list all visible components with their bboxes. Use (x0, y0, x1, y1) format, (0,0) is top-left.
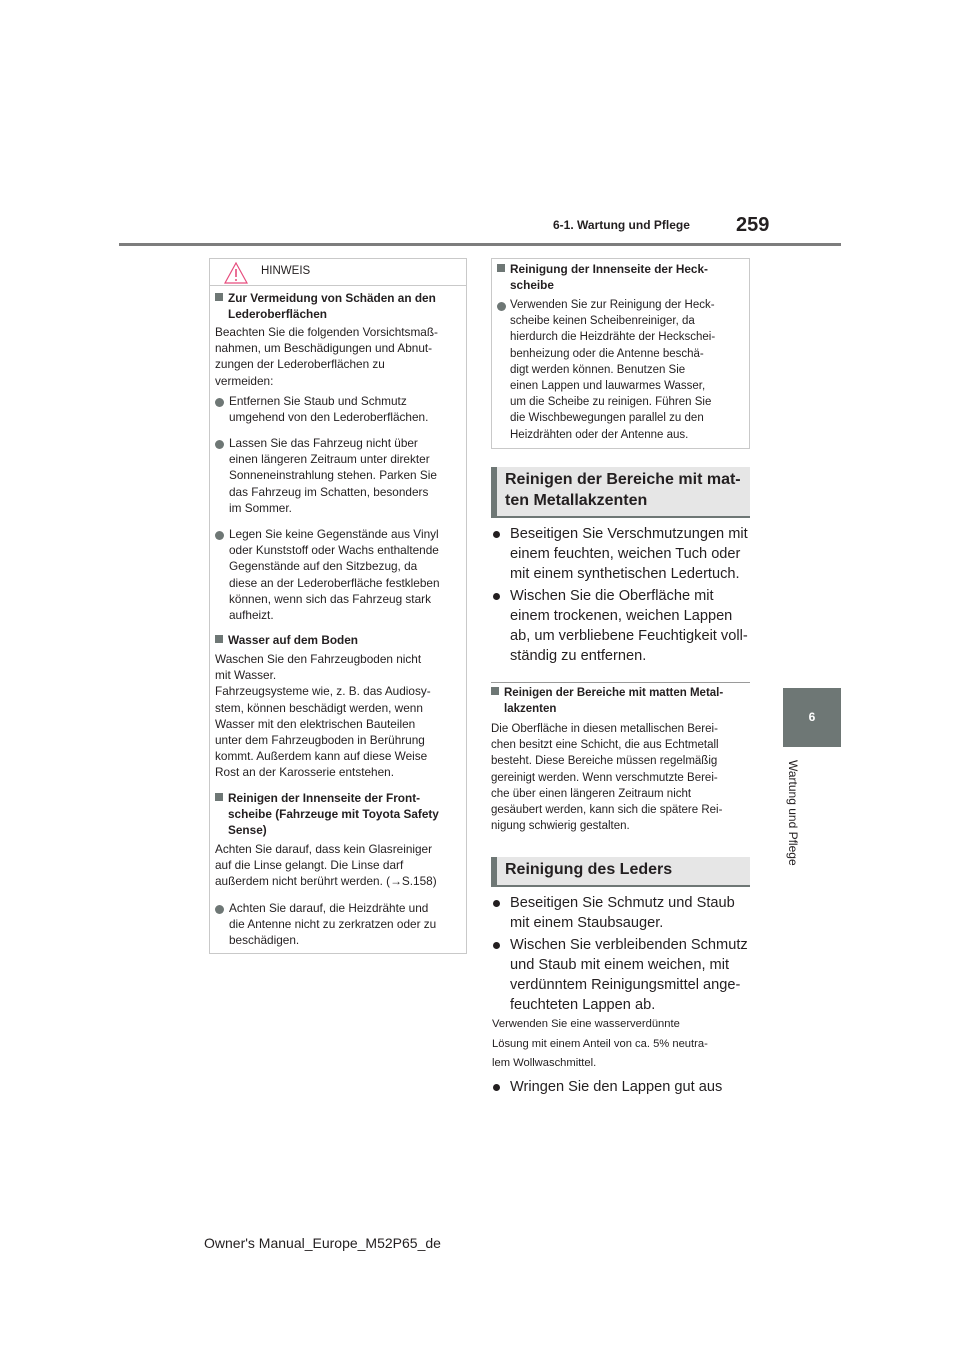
notice-bullet-heater: Achten Sie darauf, die Heizdrähte und die Antenne nicht zu zerkratzen oder zu beschädigen. (229, 901, 437, 948)
bullet-icon (493, 900, 500, 907)
notice-title: HINWEIS (261, 265, 311, 277)
round-bullet-icon (215, 440, 224, 449)
notice-bullet-dust: Entfernen Sie Staub und Schmutz umgehend von den Lederoberflächen. (229, 394, 429, 425)
matte-sub-text: Die Oberfläche in diesen metallischen Berei- chen besitzt eine Schicht, die aus Echtmetall besteht. Diese Bereiche müssen regelmäßig gereinigt werden. Wenn verschmutzte Berei- che über einen längeren Zeitraum nicht gesäubert werden, kann sich die spätere Rei- nigung schwierig gestalten. (491, 723, 723, 833)
notice-bullet-sun: Lassen Sie das Fahrzeug nicht über einen längeren Zeitraum unter direkter Sonneneinstrahlung stehen. Parken Sie das Fahrzeug im Schatten, besonders im Sommer. (229, 436, 437, 515)
square-bullet-icon (215, 635, 223, 643)
square-bullet-icon (497, 264, 505, 272)
chapter-tab: 6 (783, 688, 841, 747)
leather-note: Verwenden Sie eine wasserverdünnte Lösung mit einem Anteil von ca. 5% neutra- lem Wollwaschmittel. (492, 1018, 708, 1069)
square-bullet-icon (491, 687, 499, 695)
notice-heading-windscreen: Reinigen der Innenseite der Front- scheibe (Fahrzeuge mit Toyota Safety Sense) (215, 790, 439, 839)
section-leather-title: Reinigung des Leders (491, 857, 750, 887)
notice-heading-water: Wasser auf dem Boden (215, 632, 358, 648)
chapter-label-text: Wartung und Pflege (786, 760, 800, 866)
bullet-icon (493, 1084, 500, 1091)
notice-bullet-vinyl: Legen Sie keine Gegenstände aus Vinyl oder Kunststoff oder Wachs enthaltende Gegenstände auf den Sitzbezug, da diese an der Lederoberfläche festkleben können, wenn sich das Fahrzeug stark aufheizt. (229, 527, 440, 623)
bullet-icon (493, 593, 500, 600)
notice-text-windscreen: Achten Sie darauf, dass kein Glasreiniger auf die Linse gelangt. Die Linse darf außerdem nicht berührt werden. (→S.158) (215, 842, 437, 889)
leather-bullet-wipe: Wischen Sie verbleibenden Schmutz und Staub mit einem weichen, mit verdünntem Reinigungsmittel ange- feuchteten Lappen ab. (510, 937, 748, 1013)
square-bullet-icon (215, 293, 223, 301)
leather-bullet-vacuum: Beseitigen Sie Schmutz und Staub mit einem Staubsauger. (510, 895, 735, 931)
notice-text-water: Waschen Sie den Fahrzeugboden nicht mit Wasser. Fahrzeugsysteme wie, z. B. das Audiosy- stem, können beschädigt werden, wenn Wasser mit den elektrischen Bauteilen unter dem Fahrzeugboden in Berührung kommt. Außerdem kann auf diese Weise Rost an der Karosserie entstehen. (215, 652, 431, 780)
bullet-icon (493, 942, 500, 949)
notice-text-leather: Beachten Sie die folgenden Vorsichtsmaß- nahmen, um Beschädigungen und Abnut- zungen der Lederoberflächen zu vermeiden: (215, 325, 438, 388)
header-divider (119, 243, 841, 246)
matte-sub-heading: Reinigen der Bereiche mit matten Metal- lakzenten (491, 685, 723, 717)
round-bullet-icon (497, 302, 506, 311)
matte-bullet-wet-cloth: Beseitigen Sie Verschmutzungen mit einem feuchten, weichen Tuch oder mit einem synthetischen Ledertuch. (510, 526, 748, 582)
section-matte-metal-title: Reinigen der Bereiche mit mat- ten Metallakzenten (491, 467, 750, 518)
notice-heading-leather: Zur Vermeidung von Schäden an den Lederoberflächen (215, 290, 436, 322)
round-bullet-icon (215, 398, 224, 407)
warning-icon (224, 262, 248, 284)
divider (491, 682, 750, 683)
chapter-label (768, 760, 818, 920)
rear-window-text: Verwenden Sie zur Reinigung der Heck- scheibe keinen Scheibenreiniger, da hierdurch die Heizdrähte der Heckschei- benheizung oder die Antenne beschä- digt werden können. Benutzen Sie einen Lappen und lauwarmes Wasser, um die Scheibe zu reinigen. Führen Sie die Wischbewegungen parallel zu den Heizdrähten oder der Antenne aus. (510, 299, 716, 441)
leather-bullet-wring: Wringen Sie den Lappen gut aus (510, 1079, 723, 1095)
matte-bullet-dry-cloth: Wischen Sie die Oberfläche mit einem trockenen, weichen Lappen ab, um verbliebene Feuchtigkeit voll- ständig zu entfernen. (510, 588, 748, 664)
round-bullet-icon (215, 531, 224, 540)
square-bullet-icon (215, 793, 223, 801)
bullet-icon (493, 531, 500, 538)
round-bullet-icon (215, 905, 224, 914)
section-title: 6-1. Wartung und Pflege (553, 218, 690, 232)
footer-text: Owner's Manual_Europe_M52P65_de (204, 1235, 441, 1251)
page-number: 259 (736, 214, 770, 236)
rear-window-heading: Reinigung der Innenseite der Heck- scheibe (497, 261, 708, 293)
